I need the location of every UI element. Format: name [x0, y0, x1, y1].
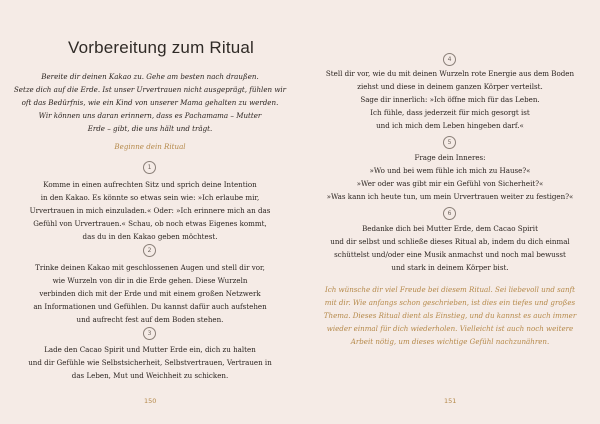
step-line: »Wo und bei wem fühle ich mich zu Hause?« — [369, 166, 531, 176]
step-line: Frage dein Inneres: — [414, 153, 486, 162]
step-line: Stell dir vor, wie du mit deinen Wurzeln rote Energie aus dem Boden — [325, 69, 575, 78]
step-line: das du in den Kakao geben möchtest. — [82, 232, 218, 242]
page-title: Vorbereitung zum Ritual — [68, 38, 255, 57]
step-line: das Leben, Mut und Weichheit zu schicken. — [71, 371, 229, 381]
intro-line: Wir können uns daran erinnern, dass es Pachamama – Mutter — [38, 111, 262, 121]
intro-line: Bereite dir deinen Kakao zu. Gehe am besten nach draußen. — [41, 72, 259, 81]
section-subheading: Beginne dein Ritual — [114, 142, 186, 151]
step-line: und stark in deinem Körper bist. — [391, 263, 509, 273]
step-line: Urvertrauen in mich einzuladen.« Oder: »Ich erinnere mich an das — [29, 206, 271, 216]
intro-paragraph — [0, 70, 300, 135]
step-paragraph — [300, 222, 600, 274]
step-number-badge: 6 — [443, 207, 456, 220]
step-line: und aufrecht fest auf dem Boden stehen. — [76, 315, 224, 325]
step-line: »Wer oder was gibt mir ein Gefühl von Sicherheit?« — [356, 179, 544, 189]
step-line: verbinden dich mit der Erde und mit einem großen Netzwerk — [39, 289, 261, 299]
step-line: ziehst und diese in deinem ganzen Körper verteilst. — [357, 82, 543, 92]
intro-line: Erde – gibt, die uns hält und trägt. — [87, 124, 213, 134]
intro-line: Setze dich auf die Erde. Ist unser Urvertrauen nicht ausgeprägt, fühlen wir — [13, 85, 287, 95]
step-line: Komme in einen aufrechten Sitz und sprich deine Intention — [43, 180, 257, 189]
closing-line: Ich wünsche dir viel Freude bei diesem Ritual. Sei liebevoll und sanft — [324, 285, 576, 294]
step-line: in den Kakao. Es könnte so etwas sein wie: »Ich erlaube mir, — [40, 193, 260, 203]
closing-line: mit dir. Wie anfangs schon geschrieben, ist dies ein tiefes und großes — [324, 298, 576, 308]
step-line: Bedanke dich bei Mutter Erde, dem Cacao Spirit — [362, 224, 538, 233]
step-paragraph — [0, 343, 300, 382]
page-number: 151 — [444, 397, 457, 405]
step-line: an Informationen und Gefühlen. Du kannst dafür auch aufstehen — [33, 302, 267, 312]
step-line: Sage dir innerlich: »Ich öffne mich für das Leben. — [360, 95, 540, 105]
closing-line: Arbeit nötig, um dieses wichtige Gefühl nachzunähren. — [350, 337, 550, 347]
closing-line: Thema. Dieses Ritual dient als Einstieg, und du kannst es auch immer — [323, 311, 577, 321]
step-line: wie Wurzeln von dir in die Erde gehen. Diese Wurzeln — [52, 276, 248, 286]
page-number: 150 — [144, 397, 157, 405]
step-number-badge: 2 — [143, 244, 156, 257]
step-line: Trinke deinen Kakao mit geschlossenen Augen und stell dir vor, — [35, 263, 265, 272]
step-number-badge: 5 — [443, 136, 456, 149]
step-line: »Was kann ich heute tun, um mein Urvertrauen weiter zu festigen?« — [326, 192, 574, 202]
step-line: und ich mich dem Leben hingeben darf.« — [376, 121, 524, 131]
closing-line: wieder einmal für dich wiederholen. Vielleicht ist auch noch weitere — [326, 324, 574, 334]
step-line: Ich fühle, dass jederzeit für mich gesorgt ist — [370, 108, 530, 118]
step-paragraph — [0, 178, 300, 243]
step-line: schüttelst und/oder eine Musik anmachst und noch mal bewusst — [334, 250, 566, 260]
step-paragraph — [0, 261, 300, 326]
step-number-badge: 4 — [443, 53, 456, 66]
step-line: und dir selbst und schließe dieses Ritual ab, indem du dich einmal — [330, 237, 570, 247]
step-line: Lade den Cacao Spirit und Mutter Erde ein, dich zu halten — [44, 345, 256, 354]
intro-line: oft das Bedürfnis, wie ein Kind von unserer Mama gehalten zu werden. — [21, 98, 279, 108]
step-paragraph — [300, 67, 600, 132]
step-paragraph — [300, 151, 600, 203]
step-line: und dir Gefühle wie Selbstsicherheit, Selbstvertrauen, Vertrauen in — [28, 358, 272, 368]
step-line: Gefühl von Urvertrauen.« Schau, ob noch etwas Eigenes kommt, — [33, 219, 267, 229]
step-number-badge: 1 — [143, 161, 156, 174]
closing-paragraph — [300, 283, 600, 348]
step-number-badge: 3 — [143, 327, 156, 340]
right-page — [300, 0, 600, 424]
